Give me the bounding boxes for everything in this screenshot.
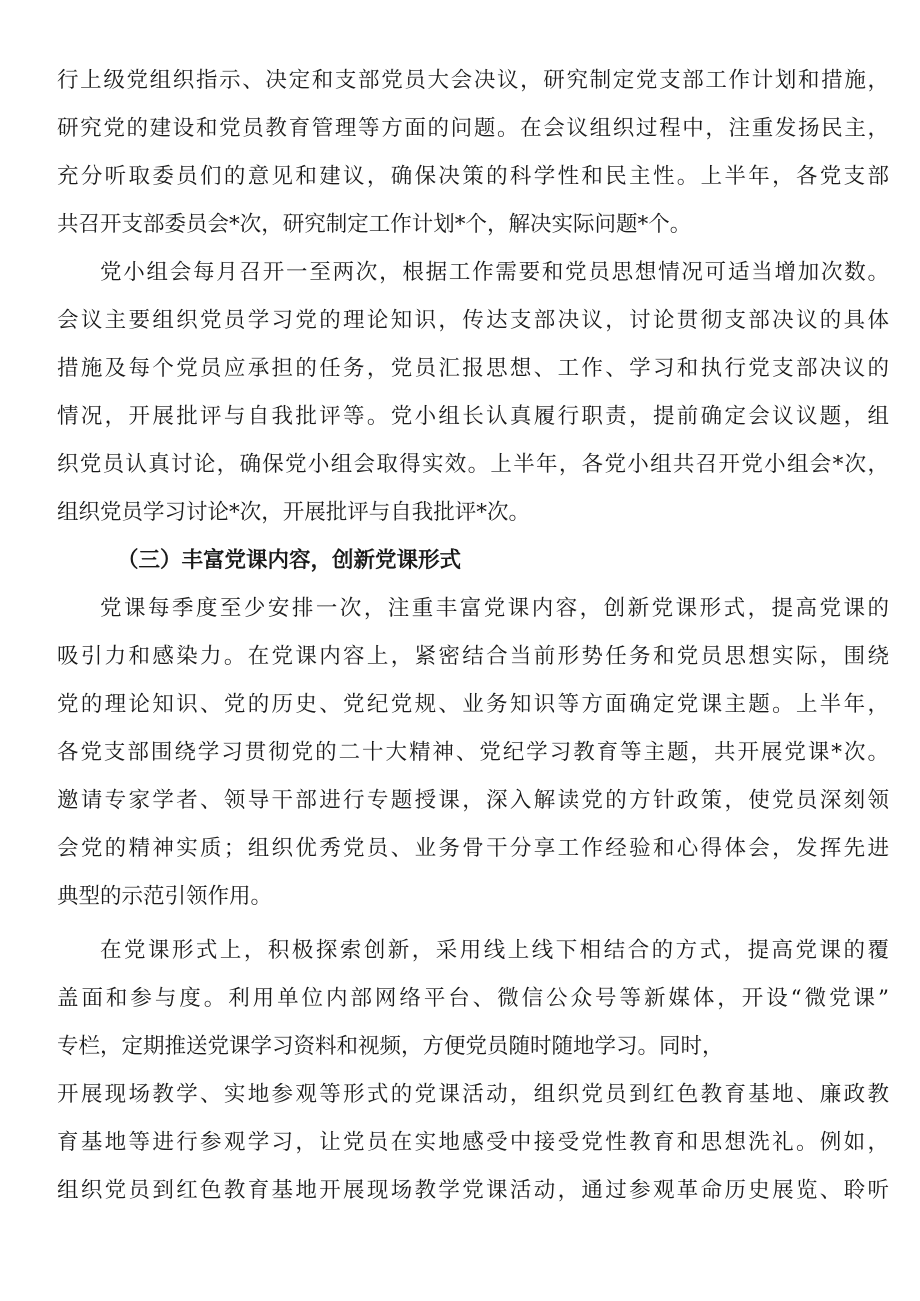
- text-line: 充分听取委员们的意见和建议，确保决策的科学性和民主性。上半年，各党支部: [57, 164, 889, 189]
- paragraph-first-line: 党小组会每月召开一至两次，根据工作需要和党员思想情况可适当增加次数。: [100, 260, 889, 285]
- text-line: 织党员认真讨论，确保党小组会取得实效。上半年，各党小组共召开党小组会*次，: [57, 452, 889, 477]
- text-line: 会议主要组织党员学习党的理论知识，传达支部决议，讨论贯彻支部决议的具体: [57, 308, 889, 333]
- paragraph-first-line: 党课每季度至少安排一次，注重丰富党课内容，创新党课形式，提高党课的: [100, 596, 889, 621]
- text-line: 吸引力和感染力。在党课内容上，紧密结合当前形势任务和党员思想实际，围绕: [57, 644, 889, 669]
- text-line: 开展现场教学、实地参观等形式的党课活动，组织党员到红色教育基地、廉政教: [57, 1082, 889, 1107]
- text-line: 措施及每个党员应承担的任务，党员汇报思想、工作、学习和执行党支部决议的: [57, 356, 889, 381]
- text-line: 育基地等进行参观学习，让党员在实地感受中接受党性教育和思想洗礼。例如，: [57, 1130, 889, 1155]
- text-line: 会党的精神实质；组织优秀党员、业务骨干分享工作经验和心得体会，发挥先进: [57, 836, 889, 861]
- text-line: 共召开支部委员会*次，研究制定工作计划*个，解决实际问题*个。: [57, 212, 692, 237]
- text-line: 情况，开展批评与自我批评等。党小组长认真履行职责，提前确定会议议题，组: [57, 404, 889, 429]
- text-line: 党的理论知识、党的历史、党纪党规、业务知识等方面确定党课主题。上半年，: [57, 692, 889, 717]
- text-line: 组织党员到红色教育基地开展现场教学党课活动，通过参观革命历史展览、聆听: [57, 1178, 889, 1203]
- section-heading: （三）丰富党课内容，创新党课形式: [117, 548, 462, 573]
- text-line: 专栏，定期推送党课学习资料和视频，方便党员随时随地学习。同时，: [57, 1034, 724, 1059]
- text-line: 邀请专家学者、领导干部进行专题授课，深入解读党的方针政策，使党员深刻领: [57, 788, 889, 813]
- text-line: 各党支部围绕学习贯彻党的二十大精神、党纪学习教育等主题，共开展党课*次。: [57, 740, 889, 765]
- text-line: 典型的示范引领作用。: [57, 884, 273, 909]
- paragraph-first-line: 在党课形式上，积极探索创新，采用线上线下相结合的方式，提高党课的覆: [100, 938, 889, 963]
- text-line: 盖面和参与度。利用单位内部网络平台、微信公众号等新媒体，开设“微党课”: [57, 986, 889, 1011]
- text-line: 行上级党组织指示、决定和支部党员大会决议，研究制定党支部工作计划和措施，: [57, 68, 889, 93]
- text-line: 组织党员学习讨论*次，开展批评与自我批评*次。: [57, 500, 531, 525]
- text-line: 研究党的建设和党员教育管理等方面的问题。在会议组织过程中，注重发扬民主，: [57, 116, 889, 141]
